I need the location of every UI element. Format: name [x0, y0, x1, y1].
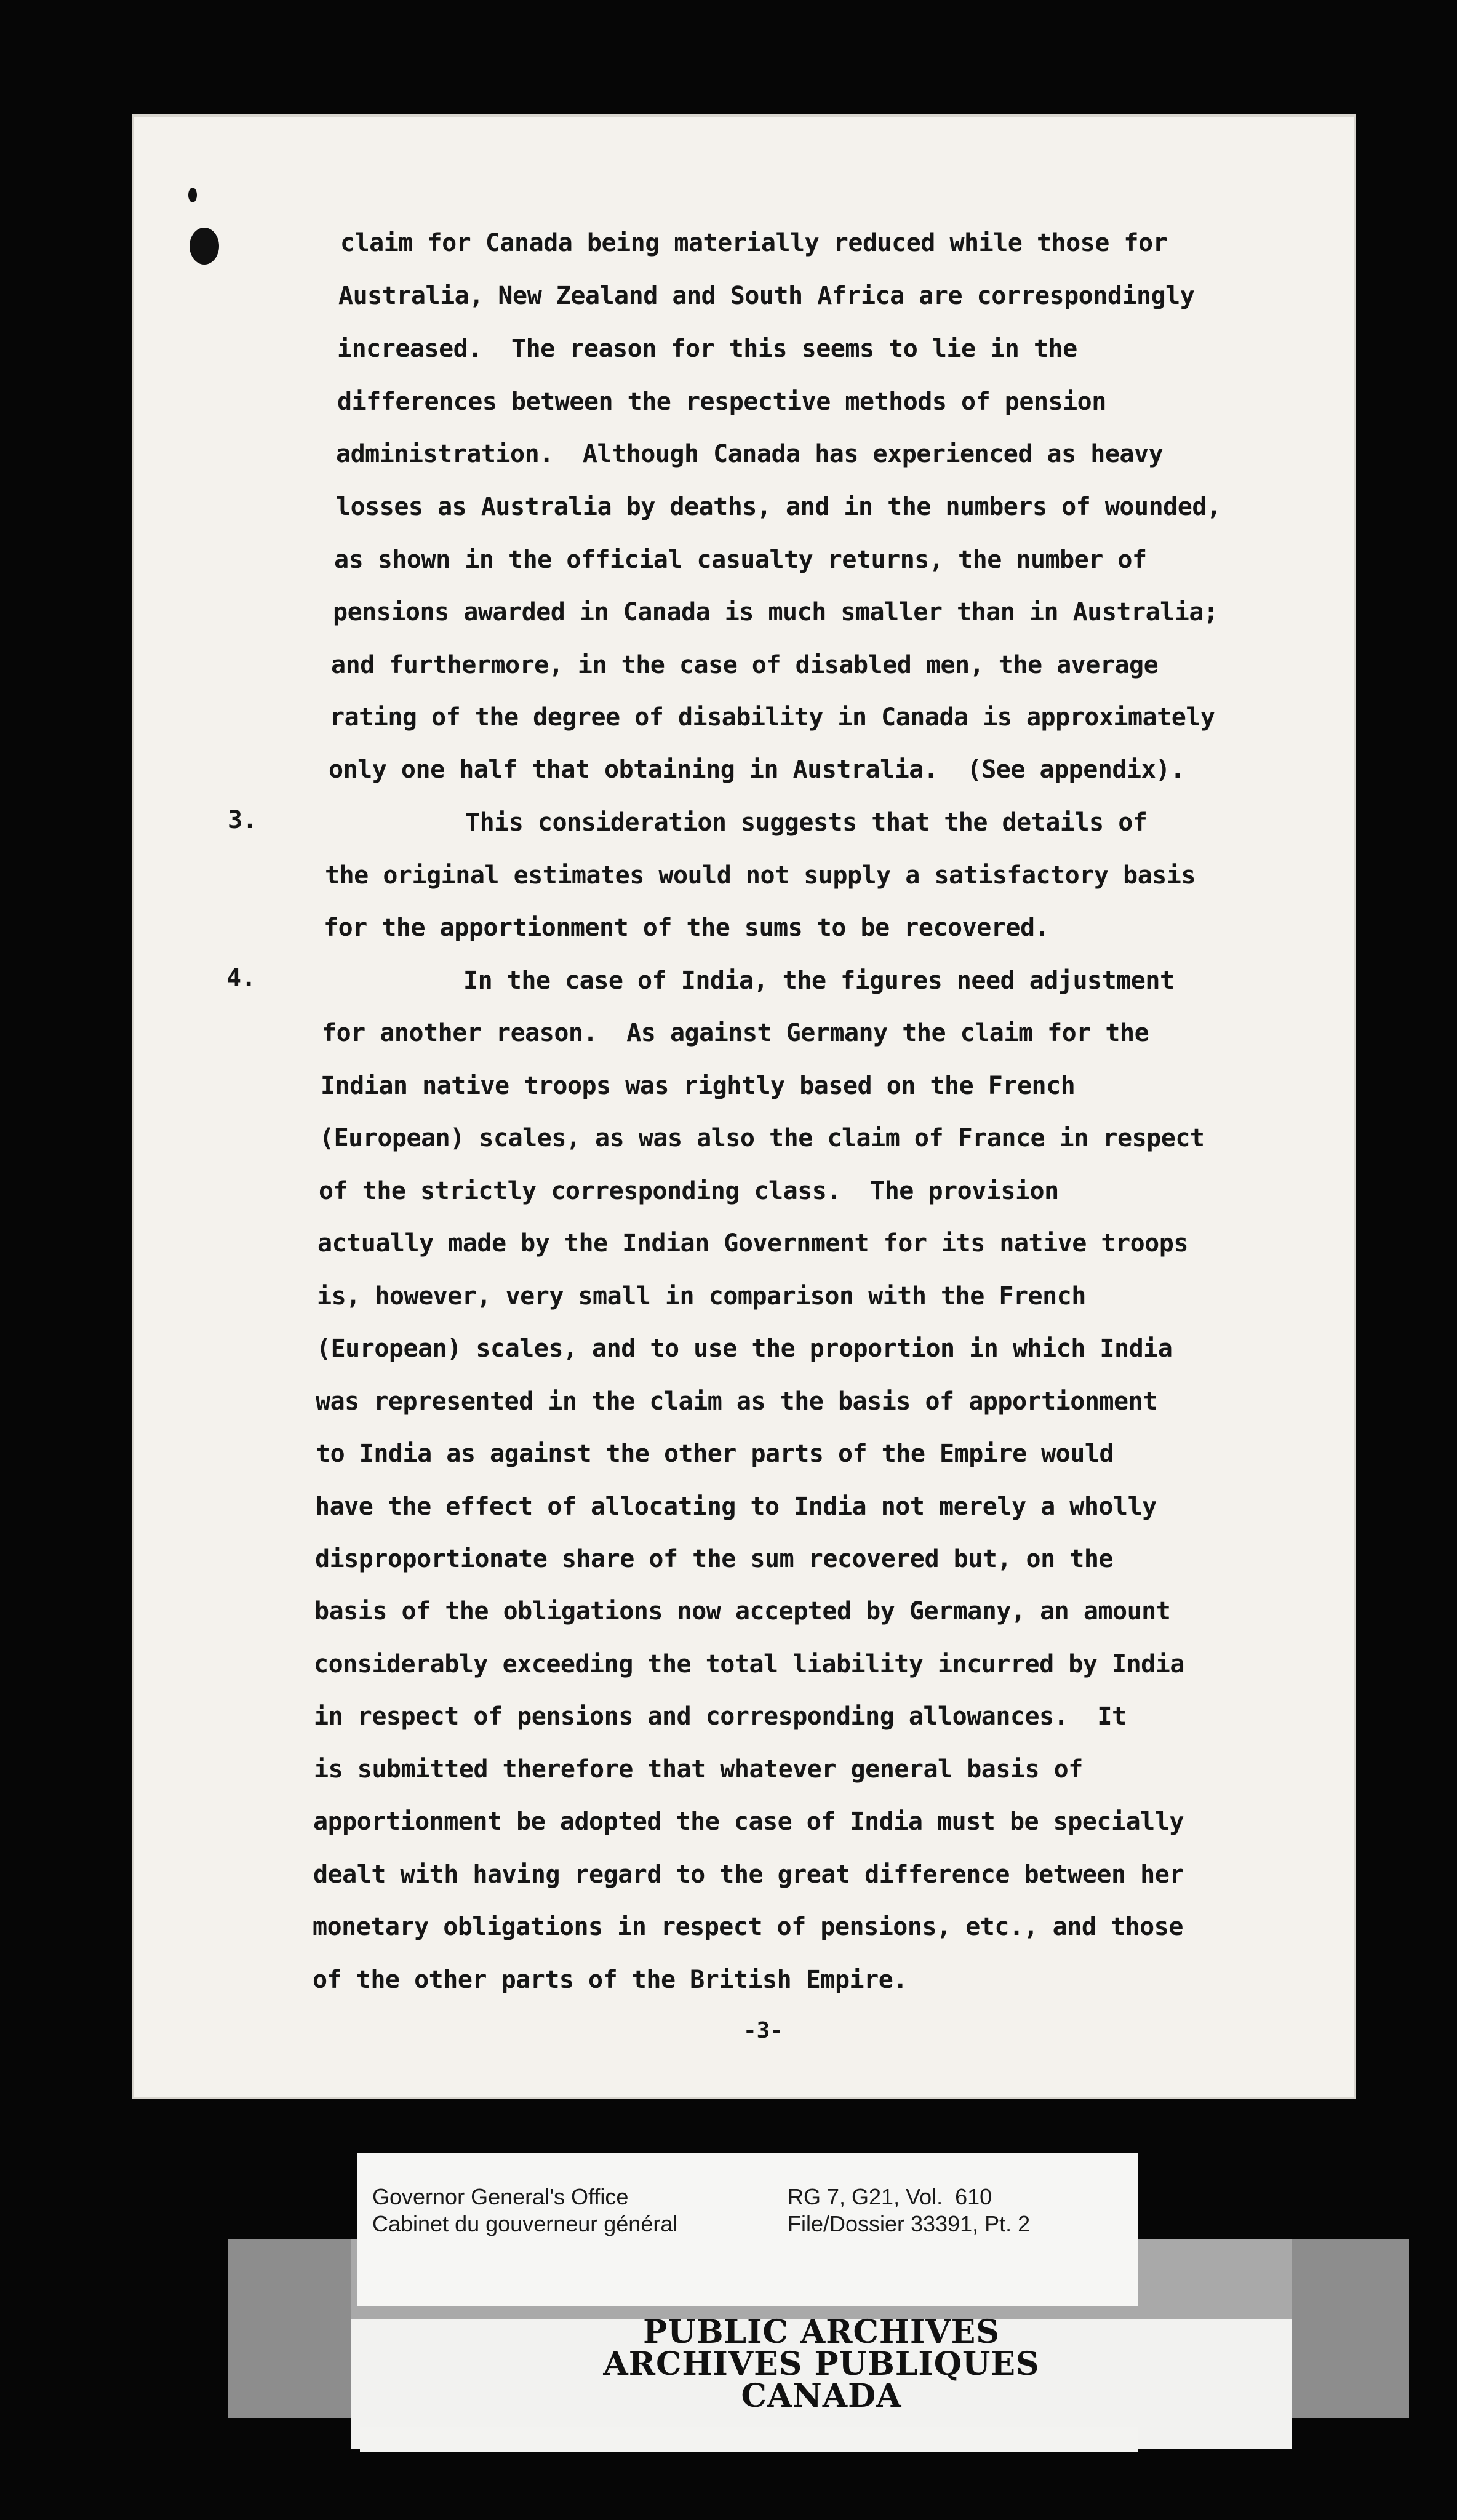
text-line: in respect of pensions and corresponding allowances. It [314, 1702, 1127, 1731]
office-english: Governor General's Office [372, 2184, 629, 2209]
text-line: of the other parts of the British Empire. [313, 1966, 908, 1994]
paragraph-number: 3. [228, 806, 258, 834]
text-line: considerably exceeding the total liability incurred by India [314, 1650, 1184, 1678]
text-line: dealt with having regard to the great difference between her [313, 1860, 1184, 1889]
text-line: actually made by the Indian Government for its native troops [317, 1229, 1188, 1258]
record-group-reference: RG 7, G21, Vol. 610 [788, 2184, 992, 2209]
text-line: Australia, New Zealand and South Africa are correspondingly [338, 282, 1195, 310]
text-line: is submitted therefore that whatever general basis of [314, 1755, 1083, 1784]
file-reference: File/Dossier 33391, Pt. 2 [788, 2211, 1031, 2236]
text-line: This consideration suggests that the details of [465, 808, 1148, 837]
typed-text [134, 117, 1354, 2097]
stamp-clip-right [1292, 2239, 1409, 2418]
text-line: was represented in the claim as the basis of apportionment [316, 1387, 1157, 1416]
office-french: Cabinet du gouverneur général [372, 2211, 678, 2236]
text-line: losses as Australia by deaths, and in the numbers of wounded, [336, 493, 1221, 521]
text-line: as shown in the official casualty returns, the number of [334, 546, 1147, 574]
text-line: basis of the obligations now accepted by Germany, an amount [314, 1597, 1171, 1625]
stamp-line-1: PUBLIC ARCHIVES [643, 2313, 1000, 2351]
text-line: is, however, very small in comparison with the French [317, 1282, 1086, 1310]
text-line: to India as against the other parts of the Empire would [316, 1440, 1114, 1468]
text-line: for another reason. As against Germany the claim for the [322, 1019, 1149, 1047]
card-bottom-strip [360, 2427, 1138, 2452]
text-line: claim for Canada being materially reduced while those for [340, 229, 1168, 257]
text-line: (European) scales, as was also the claim of France in respect [319, 1124, 1205, 1152]
document-page [134, 117, 1354, 2097]
text-line: for the apportionment of the sums to be recovered. [324, 914, 1050, 942]
text-line: increased. The reason for this seems to lie in the [337, 335, 1077, 363]
page-number: -3- [743, 2018, 784, 2043]
text-line: of the strictly corresponding class. The provision [319, 1177, 1059, 1205]
text-line: rating of the degree of disability in Canada is approximately [330, 703, 1215, 732]
stamp-clip-left [228, 2239, 351, 2418]
archive-reference-card [357, 2153, 1138, 2306]
paragraph-number: 4. [226, 964, 257, 992]
stamp-line-2: ARCHIVES PUBLIQUES [603, 2345, 1040, 2383]
text-line: Indian native troops was rightly based on the French [321, 1072, 1076, 1100]
text-line: only one half that obtaining in Australia. (See appendix). [329, 756, 1185, 784]
text-line: and furthermore, in the case of disabled men, the average [331, 651, 1159, 679]
text-line: In the case of India, the figures need adjustment [463, 967, 1175, 995]
text-line: apportionment be adopted the case of India must be specially [313, 1808, 1184, 1836]
text-line: (European) scales, and to use the proportion in which India [316, 1334, 1173, 1363]
text-line: differences between the respective methods of pension [337, 388, 1106, 416]
text-line: disproportionate share of the sum recovered but, on the [315, 1545, 1114, 1573]
text-line: monetary obligations in respect of pensions, etc., and those [313, 1913, 1183, 1941]
text-line: pensions awarded in Canada is much smaller than in Australia; [333, 598, 1218, 626]
text-line: the original estimates would not supply a satisfactory basis [325, 861, 1196, 890]
text-line: administration. Although Canada has experienced as heavy [336, 440, 1164, 468]
text-line: have the effect of allocating to India not merely a wholly [315, 1493, 1157, 1521]
stamp-line-3: CANADA [741, 2377, 902, 2415]
